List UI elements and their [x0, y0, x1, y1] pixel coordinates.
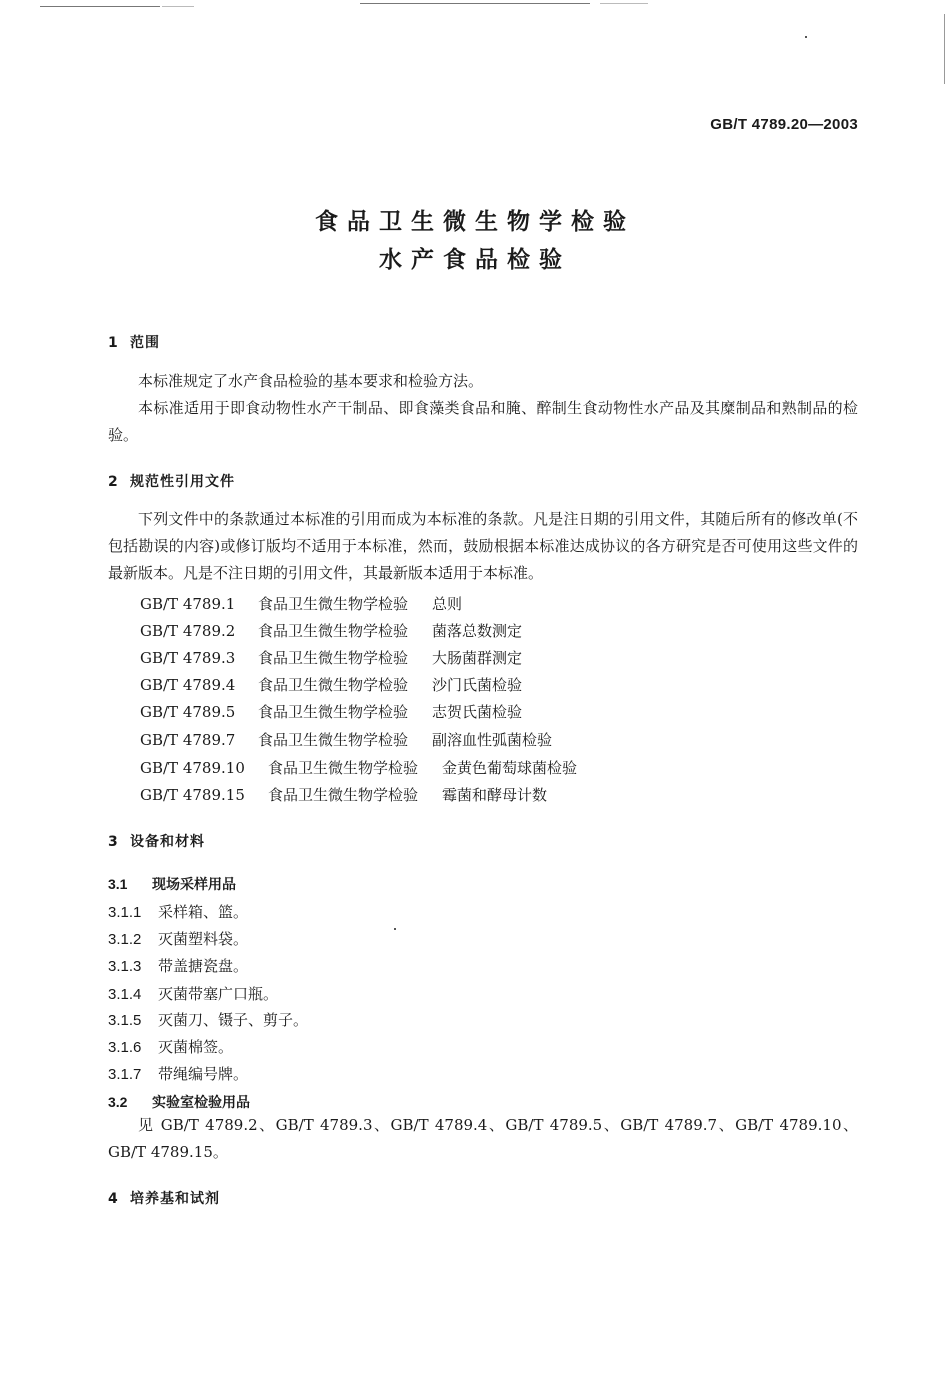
section-2-body [108, 506, 858, 587]
scan-speck [805, 36, 807, 38]
list-item [108, 1036, 233, 1057]
reference-group: 食品卫生微生物学检验 [258, 649, 409, 667]
item-text: 灭菌棉签。 [158, 1038, 234, 1056]
standard-code: GB/T 4789.20—2003 [710, 116, 858, 133]
subsection-title: 现场采样用品 [152, 877, 236, 893]
reference-code: GB/T 4789.10 [140, 759, 245, 777]
reference-code: GB/T 4789.2 [140, 622, 236, 640]
reference-name: 霉菌和酵母计数 [442, 786, 548, 804]
reference-item [140, 729, 552, 750]
section-number: 1 [108, 335, 119, 351]
list-item [108, 955, 248, 976]
section-3-heading [108, 831, 205, 851]
item-number: 3.1.7 [108, 1066, 142, 1083]
reference-item [140, 757, 577, 778]
reference-group: 食品卫生微生物学检验 [258, 731, 409, 749]
paragraph: 本标准适用于即食动物性水产干制品、即食藻类食品和腌、醉制生食动物性水产品及其糜制品和熟制品的检验。 [108, 399, 858, 444]
scan-speck [394, 928, 396, 930]
item-text: 采样箱、篮。 [158, 903, 249, 921]
section-number: 2 [108, 474, 119, 490]
reference-name: 副溶血性弧菌检验 [432, 731, 553, 749]
document-title: 食品卫生微生物学检验 [315, 209, 635, 235]
list-item [108, 928, 248, 949]
list-item [108, 1009, 308, 1030]
reference-item [140, 674, 522, 695]
list-item [108, 1063, 248, 1084]
item-text: 带绳编号牌。 [158, 1065, 249, 1083]
section-number: 3 [108, 834, 119, 850]
section-1-body [108, 368, 858, 449]
reference-item [140, 647, 522, 668]
reference-item [140, 784, 547, 805]
item-number: 3.1.4 [108, 986, 142, 1003]
scan-line-top-middle-faint [600, 3, 648, 4]
reference-group: 食品卫生微生物学检验 [268, 759, 419, 777]
section-2-heading [108, 471, 235, 491]
subsection-3-2-body [108, 1112, 858, 1166]
reference-group: 食品卫生微生物学检验 [258, 703, 409, 721]
reference-name: 沙门氏菌检验 [432, 676, 523, 694]
scan-edge-right [944, 14, 945, 84]
reference-code: GB/T 4789.3 [140, 649, 236, 667]
reference-group: 食品卫生微生物学检验 [258, 622, 409, 640]
reference-item [140, 701, 522, 722]
item-text: 灭菌刀、镊子、剪子。 [158, 1011, 309, 1029]
subsection-title: 实验室检验用品 [152, 1095, 250, 1111]
item-number: 3.1.5 [108, 1012, 142, 1029]
section-1-heading [108, 332, 160, 352]
section-number: 4 [108, 1191, 119, 1207]
reference-group: 食品卫生微生物学检验 [268, 786, 419, 804]
reference-item [140, 620, 522, 641]
section-title: 培养基和试剂 [130, 1191, 220, 1207]
section-title: 规范性引用文件 [130, 474, 235, 490]
reference-name: 志贺氏菌检验 [432, 703, 523, 721]
reference-name: 菌落总数测定 [432, 622, 523, 640]
paragraph: 本标准规定了水产食品检验的基本要求和检验方法。 [138, 372, 484, 390]
section-title: 设备和材料 [130, 834, 205, 850]
list-item [108, 983, 278, 1004]
paragraph: 下列文件中的条款通过本标准的引用而成为本标准的条款。凡是注日期的引用文件，其随后所有的修改单(不包括勘误的内容)或修订版均不适用于本标准，然而，鼓励根据本标准达成协议的各方研究是否可使用这些文件的最新版本。凡是不注日期的引用文件，其最新版本适用于本标准。 [108, 510, 858, 582]
reference-code: GB/T 4789.5 [140, 703, 236, 721]
item-text: 带盖搪瓷盘。 [158, 957, 249, 975]
document-subtitle: 水产食品检验 [379, 247, 571, 273]
reference-item [140, 593, 462, 614]
scan-line-top-middle [360, 3, 590, 4]
reference-group: 食品卫生微生物学检验 [258, 595, 409, 613]
item-text: 灭菌带塞广口瓶。 [158, 985, 279, 1003]
reference-code: GB/T 4789.15 [140, 786, 245, 804]
reference-code: GB/T 4789.7 [140, 731, 236, 749]
item-number: 3.1.1 [108, 904, 142, 921]
item-number: 3.1.6 [108, 1039, 142, 1056]
section-title: 范围 [130, 335, 160, 351]
section-4-heading [108, 1188, 220, 1208]
item-number: 3.1.2 [108, 931, 142, 948]
subsection-number: 3.1 [108, 876, 128, 892]
list-item [108, 901, 248, 922]
reference-name: 总则 [432, 595, 463, 613]
scan-line-top-left [40, 6, 160, 7]
subsection-number: 3.2 [108, 1094, 128, 1110]
scan-line-top-left-faint [162, 6, 194, 7]
reference-code: GB/T 4789.4 [140, 676, 236, 694]
item-number: 3.1.3 [108, 958, 142, 975]
item-text: 灭菌塑料袋。 [158, 930, 249, 948]
paragraph: 见 GB/T 4789.2、GB/T 4789.3、GB/T 4789.4、GB/T 4789.5、GB/T 4789.7、GB/T 4789.10、GB/T 4789.15。 [108, 1116, 858, 1161]
subsection-3-1-heading [108, 874, 236, 894]
reference-name: 金黄色葡萄球菌检验 [442, 759, 578, 777]
reference-group: 食品卫生微生物学检验 [258, 676, 409, 694]
reference-name: 大肠菌群测定 [432, 649, 523, 667]
subsection-3-2-heading [108, 1092, 250, 1112]
reference-code: GB/T 4789.1 [140, 595, 236, 613]
